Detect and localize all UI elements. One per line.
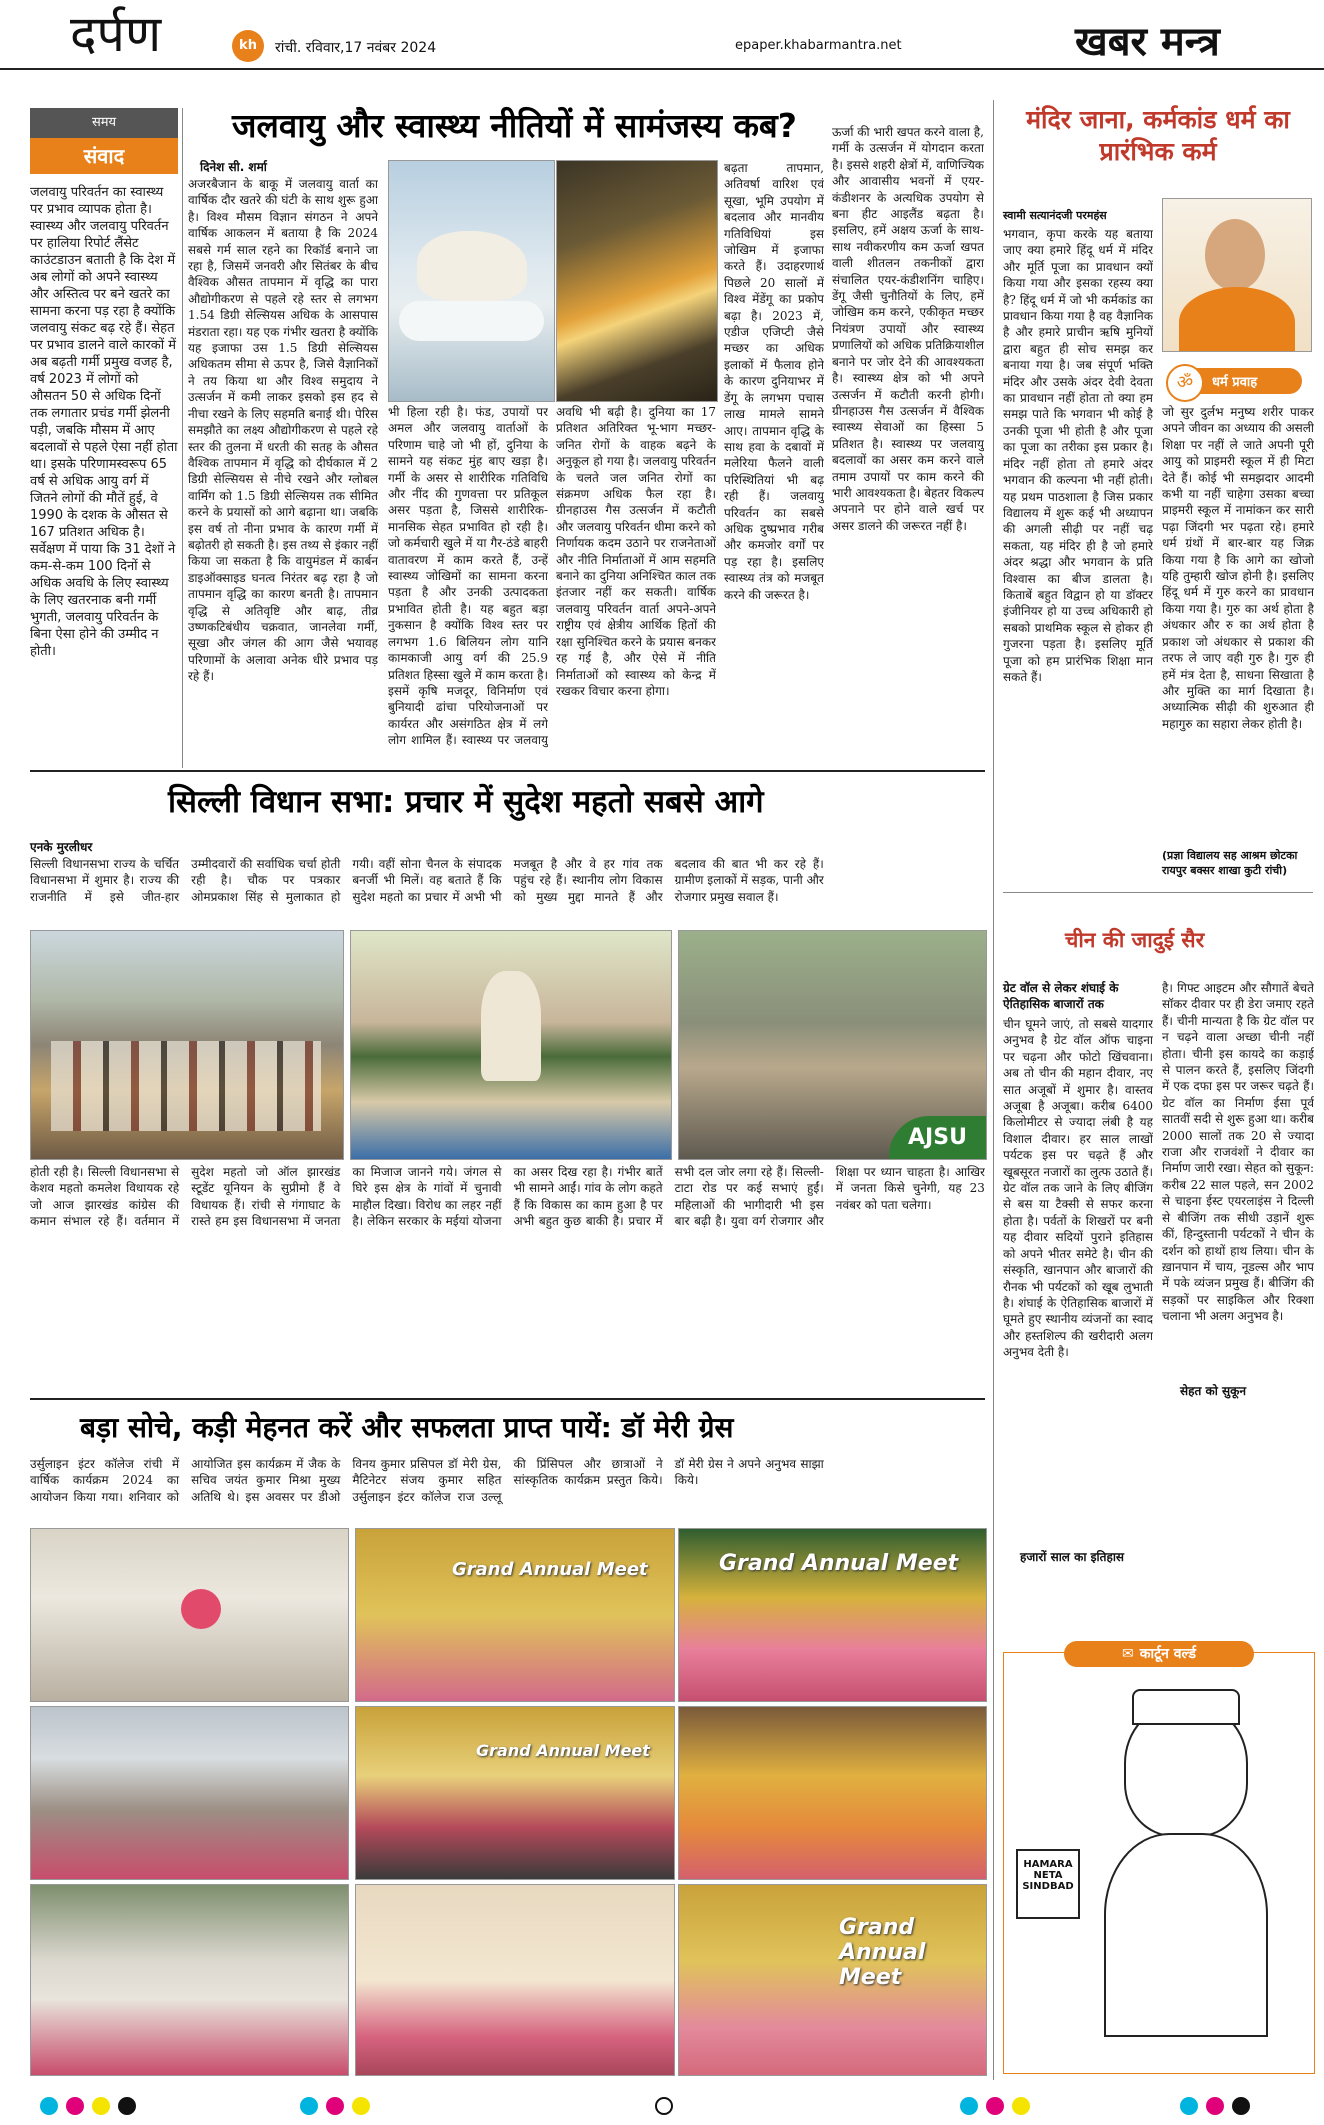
color-dot [1206,2097,1224,2115]
color-dot [92,2097,110,2115]
dharma-badge [1172,368,1302,394]
color-dot [1180,2097,1198,2115]
face-shape [1205,219,1265,291]
lead-col-5: ऊर्जा की भारी खपत करने वाला है, गर्मी के उत्सर्जन में योगदान करता है। इससे शहरी क्षेत्रों में, वाणिज्यिक और आवासीय भवनों में एयर-कंडीशनर के अत्यधिक उपयोग से बना हीट आइलैंड बढ़ता है। इसलिए, हमें अक्षय ऊर्जा के साथ-साथ नवीकरणीय कम ऊर्जा खपत वाली शीतलन तकनीकों द्वारा संचालित एयर-कंडीशनिंग चाहिए। डेंगू जैसी चुनौतियों के लिए, हमें जोखिम कम करने, एकीकृत मच्छर नियंत्रण उपायों और स्वास्थ्य प्रणालियों को अधिक प्रतिक्रियाशील बनाने पर जोर देने की आवश्यकता है। स्वास्थ्य क्षेत्र को भी अपने उत्सर्जन में कटौती करनी होगी। ग्रीनहाउस गैस उत्सर्जन में वैश्विक स्वास्थ्य सेवाओं का हिस्सा 5 प्रतिशत है। स्वास्थ्य पर जलवायु बदलावों का असर कम करने वाले तमाम उपायों पर काम करने की भारी आवश्यकता है। बेहतर विकल्प अपनाने पर होने वाले खर्च पर असर डालने की जरूरत नहीं है। [832,125,984,533]
fire-photo [556,160,718,402]
registration-marks [0,2092,1324,2120]
china-subhead: ग्रेट वॉल से लेकर शंघाई के ऐतिहासिक बाजारों तक [1003,981,1119,1011]
bouquet-shape [181,1589,221,1629]
event-photo-3 [678,1528,987,1702]
polar-bear-photo [388,160,555,402]
speaker-shape [481,971,541,1081]
rule [1003,892,1313,893]
lead-col-3: अवधि भी बढ़ी है। दुनिया का 17 प्रतिशत अतिरिक्त भू-भाग मच्छर-जनित रोगों के वाहक बढ़ने के अनुकूल हो गया है। जलवायु परिवर्तन के चलते जल जनित रोगों का संक्रमण अधिक फैल रहा है। ग्रीनहाउस गैस उत्सर्जन में कटौती और जलवायु परिवर्तन धीमा करने को निर्णायक कदम उठाने पर राजनेताओं और नीति निर्माताओं में आम सहमति बनाने का दुनिया अनिश्चित काल तक इंतजार नहीं कर सकती। वार्षिक जलवायु परिवर्तन वार्ता अपने-अपने राष्ट्रीय एवं क्षेत्रीय आर्थिक हितों की रक्षा सुनिश्चित करने के प्रयास बनकर रह गई है, और ऐसे में नीति निर्माताओं को स्वास्थ्य को केन्द्र में रखकर विचार करना होगा। [556,405,716,698]
people-group [51,1041,321,1131]
china-headline: चीन की जादुई सैर [1065,928,1205,952]
color-dot [960,2097,978,2115]
china-subhead-2: हजारों साल का इतिहास [1020,1550,1125,1564]
mail-icon: ✉ [1121,1646,1134,1662]
color-dot [352,2097,370,2115]
event-photo-1 [30,1528,349,1702]
banner-text: Grand Annual Meet [839,1915,926,1990]
lead-col-4: बढ़ता तापमान, अतिवर्षा वारिश एवं सूखा, भूमि उपयोग में बदलाव और मानवीय गतिविधियां इस जोखिम में इजाफा करते हैं। उदाहरणार्थ पिछले 20 सालों में विश्व मेंडेंगू का प्रकोप बढ़ा है। 2023 में, एडीज एजिप्टी जैसे मच्छर का अधिक इलाकों में फैलाव होने के कारण दुनियाभर में डेंगू के लगभग पचास लाख मामले सामने आए। तापमान वृद्धि के साथ हवा के दबावों में मलेरिया फैलने वाली परिस्थितियां भी बढ़ रही हैं। जलवायु परिवर्तन का सबसे अधिक दुष्प्रभाव गरीब और कमजोर वर्गों पर पड़ रहा है। इसलिए स्वास्थ्य तंत्र को मजबूत करने की जरूरत है। [724,161,824,602]
swami-photo [1162,198,1312,352]
silli-photo-3 [678,930,987,1160]
lead-col-2: भी हिला रही है। फंड, उपायों पर अमल और जलवायु वार्ताओं के परिणाम चाहे जो भी हों, दुनिया के सामने यह संकट मुंह बाए खड़ा है। गर्मी के असर से शारीरिक गतिविधि और नींद की गुणवत्ता पर प्रतिकूल असर पड़ता है, जिससे शारीरिक-मानसिक सेहत प्रभावित हो रही है। जो कर्मचारी खुले में या गैर-ठंडे बाहरी वातावरण में काम करते हैं, उन्हें स्वास्थ्य जोखिमों का सामना करना पड़ता है और उनकी उत्पादकता प्रभावित होती है। यह बहुत बड़ा नुकसान है क्योंकि विश्व स्तर पर लगभग 1.6 बिलियन लोग यानि कामकाजी आयु वर्ग की 25.9 प्रतिशत हिस्सा खुले में काम करता है। इसमें कृषि मजदूर, विनिर्माण एवं बुनियादी ढांचा परियोजनाओं पर कार्यरत और असंगठित क्षेत्र में लगे लोग शामिल हैं। स्वास्थ्य पर जलवायु [388,405,548,748]
banner-text: Grand Annual Meet [476,1741,650,1760]
event-photo-6 [678,1706,987,1880]
event-photo-9 [678,1884,987,2076]
sidebar-box [30,108,178,768]
silli-headline: सिल्ली विधान सभा: प्रचार में सुदेश महतो सबसे आगे [168,784,764,820]
site-url[interactable]: epaper.khabarmantra.net [735,38,902,53]
lead-col-1: अजरबैजान के बाकू में जलवायु वार्ता का वार्षिक दौर खतरे की घंटी के साथ शुरू हुआ है। विश्व मौसम विज्ञान संगठन ने अपने वार्षिक आकलन में बताया है कि 2024 सबसे गर्म साल रहने का रिकॉर्ड बनाने जा रहा है, जिसमें जनवरी और सितंबर के बीच वैश्विक औसत तापमान में वृद्धि का पारा औद्योगीकरण से पहले रहे स्तर से लगभग 1.54 डिग्री सेल्सियस अधिक के आसपास मंडराता रहा। यह एक गंभीर खतरा है क्योंकि यह इजाफा उस 1.5 डिग्री सेल्सियस अधिकतम सीमा से ऊपर है, जिसे वैज्ञानिकों ने तय किया था और विश्व समुदाय ने उत्सर्जन में कमी लाकर इसको इस हद से नीचा रखने के लिए सहमति बनाई थी। पेरिस समझौते का लक्ष्य औद्योगीकरण से पहले रहे स्तर की तुलना में धरती की सतह के औसत वैश्विक तापमान में वृद्धि को दीर्घकाल में 2 डिग्री सेल्सियस से नीचे रखने और ग्लोबल वार्मिंग को 1.5 डिग्री सेल्सियस तक सीमित करने के प्रयासों को आगे बढ़ाना था। जबकि इस वर्ष तो नीना प्रभाव के कारण गर्मी में बढ़ोतरी हो सकती है। इस तथ्य से इंकार नहीं किया जा सकता है कि वायुमंडल में कार्बन डाइऑक्साइड घनत्व निरंतर बढ़ रहा है जो तापमान वृद्धि का कारण बनती है। तापमान वृद्धि से अतिवृष्टि और बाढ़, तीव्र उष्णकटिबंधीय चक्रवात, जानलेवा गर्मी, सूखा और जंगल की आग जैसे भयावह परिणामों के अलावा अनेक धीरे प्रभाव पड़ रहे हैं। [188,177,378,684]
color-dot [40,2097,58,2115]
banner-text: Grand Annual Meet [719,1551,959,1576]
silli-byline: एनके मुरलीधर [30,840,93,854]
color-dot [300,2097,318,2115]
rule [30,1398,985,1400]
brand-right: खबर मन्त्र [1075,19,1220,65]
masthead [0,0,1324,70]
ursuline-headline: बड़ा सोचे, कड़ी मेहनत करें और सफलता प्राप्त पायें: डॉ मेरी ग्रेस [80,1411,734,1444]
right-footer-note: (प्रज्ञा विद्यालय सह आश्रम छोटका रायपुर बक्सर शाखा कुटी रांची) [1162,849,1298,877]
cartoon-sign: HAMARA NETA SINDBAD [1016,1849,1080,1919]
sidebar-tag-top: समय [30,108,178,138]
divider [182,108,183,768]
divider [993,100,994,2080]
crosshair-icon [655,2097,673,2115]
right-col-left: भगवान, कृपा करके यह बताया जाए क्या हमारे हिंदू धर्म में मंदिर और मूर्ति पूजा का प्रावधान क्यों किया गया और इसका रहस्य क्या है? हिंदू धर्म में जो भी कर्मकांड का प्रावधान किया गया है वह वैज्ञानिक है और हमारे प्राचीन ऋषि मुनियों द्वारा बहुत ही सोच समझ कर बनाया गया है। जब संपूर्ण भक्ति मंदिर और उसके अंदर देवी देवता का प्रावधान नहीं होता तो क्या हम समझ पाते कि भगवान भी कोई है उनकी पूजा भी होती है और पूजा का पूजा का तरीका इस प्रकार है। मंदिर नहीं होता तो हमारे अंदर भगवान की कल्पना भी नहीं होती। यह प्रथम पाठशाला है जिस प्रकार विद्यालय में शुरू कई भी अध्यापन की अगली सीढ़ी पर नहीं चढ़ सकता, यह मंदिर ही है जो हमारे अंदर श्रद्धा और भगवान के प्रति विश्वास का बीज डालता है। किताबें बहुत विद्वान हो या डॉक्टर इंजीनियर हो या उच्च अधिकारी हो सबको प्राथमिक स्कूल से होकर ही गुजरना पड़ता है। इसलिए मूर्ति पूजा को हम प्रारंभिक शिक्षा मान सकते हैं। [1003,227,1153,684]
sidebar-text: जलवायु परिवर्तन का स्वास्थ्य पर प्रभाव व्यापक होता है। स्वास्थ्य और जलवायु परिवर्तन पर हालिया रिपोर्ट लैंसेट काउंटडाउन बताती है कि देश में अब लोगों को अपने स्वास्थ्य और अस्तित्व पर बने खतरे का सामना करना पड़ रहा है क्योंकि जलवायु संकट बढ़ रहे हैं। सेहत पर प्रभाव डालने वाले कारकों में अब बढ़ती गर्मी प्रमुख वजह है, वर्ष 2023 में लोगों को औसतन 50 से अधिक दिनों तक लगातार प्रचंड गर्मी झेलनी पड़ी, जबकि मौसम में आए बदलावों से पहले ऐसा नहीं होता था। इसके परिणामस्वरूप 65 वर्ष से अधिक आयु वर्ग में जितने लोगों की मौतें हुई, वे 1990 के दशक के औसत से 167 प्रतिशत अधिक है। सर्वेक्षण में पाया कि 31 देशों ने कम-से-कम 100 दिनों से अधिक अवधि के लिए स्वास्थ्य के लिए खतरनाक बनी गर्मी भुगती, जलवायु परिवर्तन के बिना ऐसा होने की उम्मीद न होती। [30,185,178,659]
event-photo-5 [355,1706,675,1880]
silli-photo-1 [30,930,344,1160]
silli-text-bottom: होती रही है। सिल्ली विधानसभा से केशव महतो कमलेश विधायक रहे जो आज झारखंड कांग्रेस की कमान संभाल रहे हैं। वर्तमान में सुदेश महतो जो ऑल झारखंड स्टूडेंट यूनियन के सुप्रीमो हैं वे विधायक हैं। रांची से गंगाघाट के रास्ते हम इस विधानसभा में जनता का मिजाज जानने गये। जंगल से घिरे इस क्षेत्र के गांवों में चुनावी माहौल दिखा। विरोध का लहर नहीं है। लेकिन सरकार के मईयां योजना का असर दिख रहा है। गंभीर बातें भी सामने आईं। गांव के लोग कहते हैं कि विकास का काम हुआ है पर अभी बहुत कुछ बाकी है। प्रचार में सभी दल जोर लगा रहे हैं। सिल्ली-टाटा रोड पर कई सभाएं हुईं। महिलाओं की भागीदारी भी इस बार बढ़ी है। युवा वर्ग रोजगार और शिक्षा पर ध्यान चाहता है। आखिर में जनता किसे चुनेगी, यह 23 नवंबर को पता चलेगा। [30,1165,985,1229]
cartoon-cap [1132,1689,1240,1725]
right-headline: मंदिर जाना, कर्मकांड धर्म का प्रारंभिक कर्म [1026,105,1290,166]
event-photo-2 [355,1528,675,1702]
cartoon-body [1104,1833,1268,2037]
china-col-right: है। गिफ्ट आइटम और सौगातें बेचते सॉकर दीवार पर ही डेरा जमाए रहते हैं। चीनी मान्यता है कि ग्रेट वॉल पर न चढ़ने वाला अच्छा चीनी नहीं होता। चीनी इस कायदे का कड़ाई से पालन करते हैं, इसलिए जिंदगी में एक दफा इस पर जरूर चढ़ते हैं। ग्रेट वॉल का निर्माण ईसा पूर्व सातवीं सदी से शुरू हुआ था। करीब 2000 सालों तक 20 से ज्यादा राजा और राजवंशों ने दीवार का निर्माण जारी रखा। सेहत को सुकून: करीब 22 साल पहले, सन 2002 से चाइना ईस्ट एयरलाइंस ने दिल्ली से बीजिंग तक सीधी उड़ानें शुरू कीं, हिन्दुस्तानी पर्यटकों ने चीन के दर्शन को हाथों हाथ लिया। चीन के ख़ानपान में चाय, नूडल्स और भाप में पके व्यंजन प्रमुख हैं। बीजिंग की सड़कों पर साइकिल और रिक्शा चलाना भी अलग अनुभव है। [1162,981,1314,1324]
lead-headline: जलवायु और स्वास्थ्य नीतियों में सामंजस्य कब? [232,106,797,145]
china-subhead-3: सेहत को सुकून [1180,1384,1246,1398]
color-dot [1012,2097,1030,2115]
ursuline-text: उर्सुलाइन इंटर कॉलेज रांची में वार्षिक कार्यक्रम 2024 का आयोजन किया गया। शनिवार को आयोजित इस कार्यक्रम में जैक के सचिव जयंत कुमार मिश्रा मुख्य अतिथि थे। इस अवसर पर डीओ विनय कुमार प्रसिपल डॉ मेरी ग्रेस, मैटिनेटर संजय कुमार सहित उर्सुलाइन इंटर कॉलेज राज उल्लू की प्रिंसिपल और छात्राओं ने सांस्कृतिक कार्यक्रम प्रस्तुत किये। डॉ मेरी ग्रेस ने अपने अनुभव साझा किये। [30,1457,824,1504]
cartoon-box [1003,1646,1315,2074]
color-dot [66,2097,84,2115]
dharma-badge-label: धर्म प्रवाह [1212,375,1258,390]
sidebar-tag-bottom: संवाद [30,138,178,174]
robe-shape [1179,287,1295,352]
silli-text-top: सिल्ली विधानसभा राज्य के चर्चित विधानसभा में शुमार है। राज्य की राजनीति में इसे जीत-हार उम्मीदवारों की सर्वाधिक चर्चा होती रही है। चौक पर पत्रकार ओमप्रकाश सिंह से मुलाकात हो गयी। वहीं सोना चैनल के संपादक बनर्जी भी मिलें। वह बताते हैं कि सुदेश महतो का प्रचार में अभी भी मजबूत है और वे हर गांव तक पहुंच रहे हैं। स्थानीय लोग विकास को मुख्य मुद्दा मानते हैं और बदलाव की बात भी कर रहे हैं। ग्रामीण इलाकों में सड़क, पानी और रोजगार प्रमुख सवाल हैं। [30,857,824,904]
cartoon-label: कार्टून वर्ल्ड [1139,1646,1197,1662]
brand-left: दर्पण [70,5,162,63]
bear-shape [417,231,527,301]
china-col-left: चीन घूमने जाएं, तो सबसे यादगार अनुभव है ग्रेट वॉल ऑफ चाइना पर चढ़ना और फोटो खिंचवाना। अब तो चीन की महान दीवार, नए सात अजूबों में शुमार है। वास्तव अजूबा है अजूबा। करीब 6400 किलोमीटर से ज्यादा लंबी है यह विशाल दीवार। हर साल लाखों पर्यटक इस पर चढ़ते हैं और खूबसूरत नजारों का लुत्फ उठाते हैं। ग्रेट वॉल तक जाने के लिए बीजिंग से बस या टैक्सी से सफर करना होता है। पर्वतों के शिखरों पर बनी यह दीवार सदियों पुराने इतिहास को अपने भीतर समेटे है। चीन की संस्कृति, खानपान और बाजारों की रौनक भी पर्यटकों को खूब लुभाती है। शंघाई के ऐतिहासिक बाजारों में घूमते हुए स्थानीय व्यंजनों का स्वाद और हस्तशिल्प की खरीदारी अलग अनुभव देती है। [1003,1017,1153,1360]
rule [30,770,985,772]
lead-byline: दिनेश सी. शर्मा [200,160,267,174]
event-photo-8 [355,1884,675,2076]
event-photo-4 [30,1706,349,1880]
silli-photo-2 [350,930,672,1160]
right-col-right: जो सुर दुर्लभ मनुष्य शरीर पाकर अपने जीवन का अध्याय की असली शिक्षा पर नहीं ले जाते अपनी पूरी आयु को प्राइमरी स्कूल में ही मिटा देते हैं। कोई भी समझदार आदमी कभी या नहीं चाहेगा उसका बच्चा प्राइमरी स्कूल में नामांकन कर सारी पढ़ा जिंदगी भर पढ़ता रहे। हमारे धर्म ग्रंथों में बार-बार यह जिक्र किया गया है कि आगे का खोजो यहि तुम्हारी खोज होनी है। इसलिए हिंदू धर्म में गुरु करने का प्रावधान किया गया है। गुरु का अर्थ होता है अंधकार और रु का अर्थ होता है प्रकाश जो अंधकार से प्रकाश की तरफ ले जाए वही गुरु है। गुरु ही हमें मंत्र देता है, साधना सिखाता है और मुक्ति का मार्ग दिखाता है। अध्यात्मिक सीढ़ी की शुरुआत ही महागुरु का सहारा लेकर होती है। [1162,405,1314,731]
color-dot [986,2097,1004,2115]
ajsu-banner: AJSU [889,1116,986,1159]
color-dot [118,2097,136,2115]
om-icon: ॐ [1166,364,1204,402]
cartoon-header [1064,1641,1254,1667]
event-photo-7 [30,1884,349,2076]
dateline: रांची. रविवार,17 नवंबर 2024 [275,40,437,56]
banner-text: Grand Annual Meet [452,1559,648,1580]
color-dot [1232,2097,1250,2115]
right-author: स्वामी सत्यानंदजी परमहंस [1003,209,1107,222]
ice-floe [399,301,544,341]
logo-letter: kh [239,38,257,53]
color-dot [326,2097,344,2115]
logo-icon [232,30,264,62]
